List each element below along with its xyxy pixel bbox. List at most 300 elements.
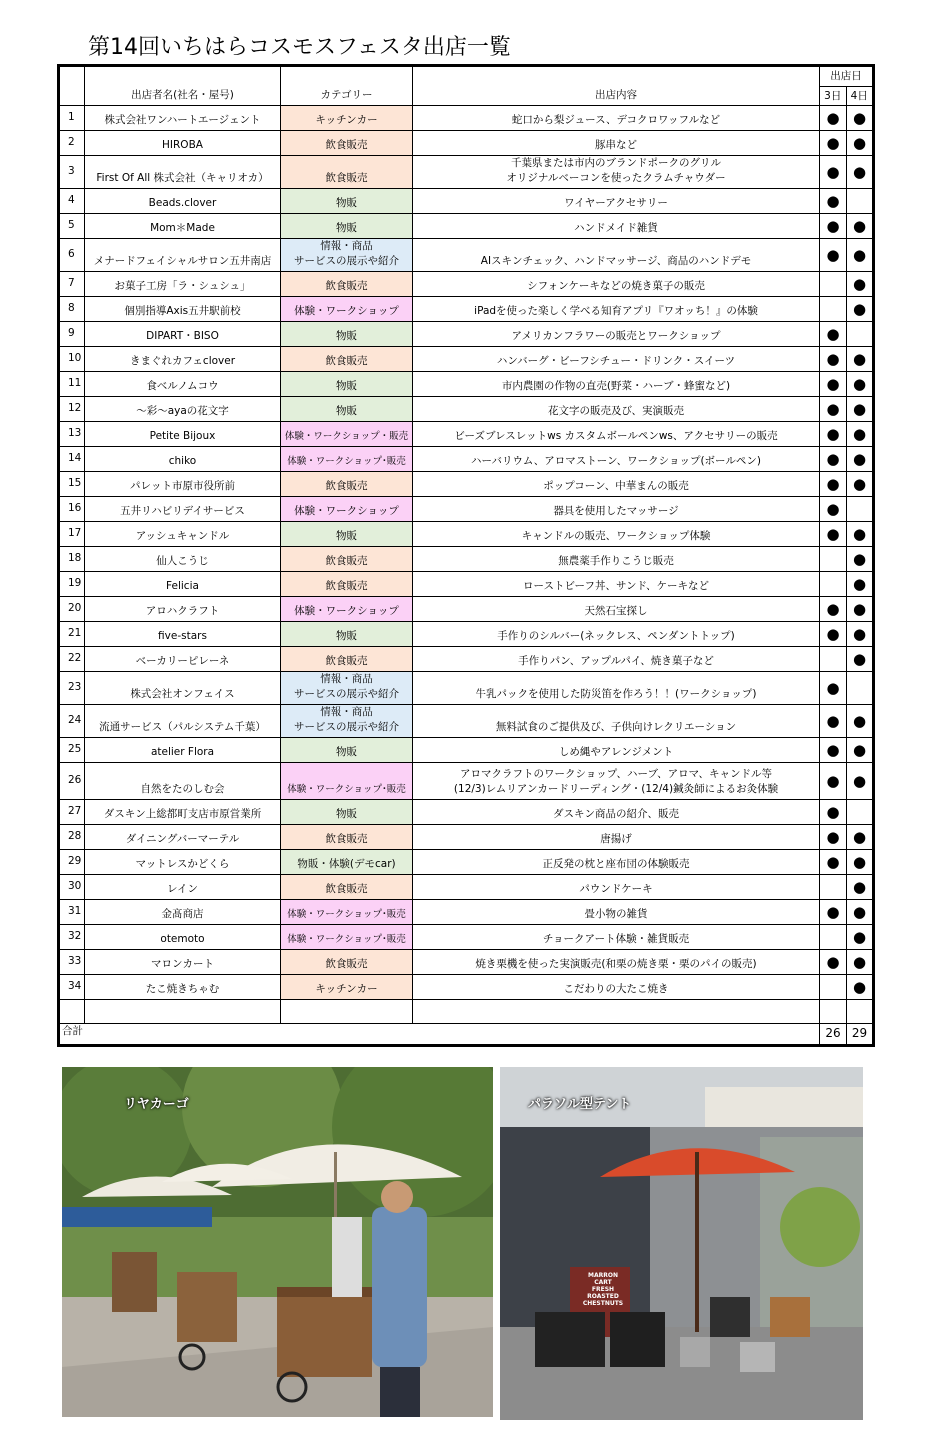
photo-cargo-label: リヤカーゴ [124, 1097, 189, 1112]
content-cell [413, 975, 820, 1000]
table-row [59, 472, 874, 497]
content-line: 器具を使用したマッサージ [553, 505, 679, 517]
cart-sign-line-1: MARRON [588, 1272, 618, 1279]
content-line: 唐揚げ [600, 833, 632, 845]
day3-mark: ● [820, 397, 847, 422]
vendor-name: HIROBA [85, 131, 281, 156]
content-line: シフォンケーキなどの焼き菓子の販売 [527, 280, 705, 292]
row-number: 9 [59, 322, 85, 347]
content-line: パウンドケーキ [579, 883, 653, 895]
day3-mark: ● [820, 214, 847, 239]
vendor-name: otemoto [85, 925, 281, 950]
table-row [59, 239, 874, 272]
day3-mark [820, 547, 847, 572]
header-days-label: 出店日 [820, 67, 872, 87]
day3-mark: ● [820, 497, 847, 522]
row-number: 1 [59, 106, 85, 131]
header-no [59, 66, 85, 106]
row-number: 12 [59, 397, 85, 422]
category-cell: 飲食販売 [281, 572, 413, 597]
day4-mark: ● [847, 572, 874, 597]
photo-parasol-label: パラソル型テント [528, 1097, 632, 1112]
category-cell: 飲食販売 [281, 131, 413, 156]
empty-cell [847, 1000, 874, 1024]
day4-mark: ● [847, 397, 874, 422]
category-cell: 飲食販売 [281, 647, 413, 672]
table-row [59, 347, 874, 372]
day3-mark [820, 975, 847, 1000]
content-cell [413, 472, 820, 497]
category-cell: 飲食販売 [281, 156, 413, 189]
content-cell [413, 547, 820, 572]
day3-mark: ● [820, 900, 847, 925]
day4-mark: ● [847, 647, 874, 672]
day3-mark: ● [820, 447, 847, 472]
content-cell [413, 347, 820, 372]
row-number: 22 [59, 647, 85, 672]
header-row [59, 66, 874, 106]
vendor-name: ～彩～ayaの花文字 [85, 397, 281, 422]
table-row [59, 189, 874, 214]
total-row [59, 1024, 874, 1046]
content-line: (12/3)レムリアンカードリーディング・(12/4)鍼灸師によるお灸体験 [453, 783, 779, 795]
day4-mark: ● [847, 372, 874, 397]
table-row [59, 647, 874, 672]
category-line: サービスの展示や紹介 [294, 721, 399, 733]
content-line: 無料試食のご提供及び、子供向けレクリエーション [495, 721, 737, 733]
vendor-name: 金髙商店 [85, 900, 281, 925]
empty-row [59, 1000, 874, 1024]
category-cell: 飲食販売 [281, 547, 413, 572]
content-cell [413, 131, 820, 156]
content-cell [413, 572, 820, 597]
category-cell: 体験・ワークショップ･販売 [281, 447, 413, 472]
content-line: 牛乳パックを使用した防災笛を作ろう！！(ワークショップ) [475, 688, 757, 700]
content-line: ダスキン商品の紹介、販売 [553, 808, 679, 820]
vendor-name: First Of All 株式会社（キャリオカ） [85, 156, 281, 189]
vendor-name: atelier Flora [85, 738, 281, 763]
vendor-name: 仙人こうじ [85, 547, 281, 572]
vendor-name: DIPART・BISO [85, 322, 281, 347]
day3-mark: ● [820, 950, 847, 975]
day3-mark: ● [820, 322, 847, 347]
category-cell: 物販・体験(デモcar) [281, 850, 413, 875]
cart-sign [574, 1272, 632, 1307]
cart-sign-line-2: CART [594, 1279, 612, 1286]
photo-cargo-carts [62, 1067, 493, 1417]
day4-mark: ● [847, 447, 874, 472]
category-cell: キッチンカー [281, 975, 413, 1000]
content-cell [413, 422, 820, 447]
empty-cell [59, 1000, 85, 1024]
day3-mark: ● [820, 472, 847, 497]
header-day4: 4日 [850, 90, 868, 102]
day3-mark: ● [820, 522, 847, 547]
table-row [59, 825, 874, 850]
day3-mark: ● [820, 622, 847, 647]
table-row [59, 214, 874, 239]
row-number: 15 [59, 472, 85, 497]
table-row [59, 572, 874, 597]
content-line: 蛇口から梨ジュース、デコクロワッフルなど [511, 114, 721, 126]
row-number: 32 [59, 925, 85, 950]
content-cell [413, 297, 820, 322]
content-cell [413, 372, 820, 397]
day4-mark: ● [847, 131, 874, 156]
day4-mark: ● [847, 975, 874, 1000]
content-cell [413, 672, 820, 705]
day4-mark: ● [847, 239, 874, 272]
table-row [59, 106, 874, 131]
content-cell [413, 825, 820, 850]
day3-mark: ● [820, 850, 847, 875]
vendor-name: ベーカリーピレーネ [85, 647, 281, 672]
content-cell [413, 189, 820, 214]
cart-sign-line-4: ROASTED [587, 1293, 619, 1300]
category-cell: 体験・ワークショップ･販売 [281, 925, 413, 950]
category-cell: 物販 [281, 189, 413, 214]
category-cell [281, 672, 413, 705]
category-cell: 飲食販売 [281, 950, 413, 975]
photo-parasol-tent [500, 1067, 863, 1420]
content-cell [413, 156, 820, 189]
content-line: 無農薬手作りこうじ販売 [558, 555, 674, 567]
row-number: 19 [59, 572, 85, 597]
vendor-name: アッシュキャンドル [85, 522, 281, 547]
day4-mark [847, 497, 874, 522]
row-number: 16 [59, 497, 85, 522]
day4-mark [847, 189, 874, 214]
content-line: アメリカンフラワーの販売とワークショップ [511, 330, 721, 342]
content-cell [413, 705, 820, 738]
row-number: 7 [59, 272, 85, 297]
empty-cell [413, 1000, 820, 1024]
table-row [59, 738, 874, 763]
table-row [59, 156, 874, 189]
day3-mark: ● [820, 106, 847, 131]
category-cell: 物販 [281, 738, 413, 763]
day4-mark: ● [847, 156, 874, 189]
vendor-name: ダイニングバーマーテル [85, 825, 281, 850]
row-number: 33 [59, 950, 85, 975]
content-line: 焼き栗機を使った実演販売(和栗の焼き栗・栗のパイの販売) [475, 958, 757, 970]
row-number: 4 [59, 189, 85, 214]
category-cell: 飲食販売 [281, 875, 413, 900]
row-number: 17 [59, 522, 85, 547]
table-row [59, 422, 874, 447]
content-cell [413, 622, 820, 647]
photo-parasol-tent-image [500, 1067, 863, 1420]
row-number: 28 [59, 825, 85, 850]
content-line: キャンドルの販売、ワークショップ体験 [521, 530, 711, 542]
table-row [59, 705, 874, 738]
row-number: 21 [59, 622, 85, 647]
vendor-name: Petite Bijoux [85, 422, 281, 447]
day4-mark: ● [847, 622, 874, 647]
vendor-name: パレット市原市役所前 [85, 472, 281, 497]
category-cell: 体験・ワークショップ･販売 [281, 763, 413, 800]
category-line: 情報・商品 [320, 240, 373, 252]
content-line: AIスキンチェック、ハンドマッサージ、商品のハンドデモ [480, 255, 752, 267]
vendor-name: きまぐれカフェclover [85, 347, 281, 372]
vendor-name: 食ベルノムコウ [85, 372, 281, 397]
content-cell [413, 397, 820, 422]
day3-mark: ● [820, 705, 847, 738]
day3-mark [820, 647, 847, 672]
content-line: チョークアート体験・雑貨販売 [542, 933, 690, 945]
category-line: サービスの展示や紹介 [294, 255, 399, 267]
vendor-name: たこ焼きちゃむ [85, 975, 281, 1000]
content-line: アロマクラフトのワークショップ、ハーブ、アロマ、キャンドル等 [460, 768, 772, 780]
header-name: 出店者名(社名・屋号) [85, 66, 281, 106]
content-cell [413, 738, 820, 763]
empty-cell [85, 1000, 281, 1024]
content-line: ハンバーグ・ビーフシチュー・ドリンク・スイーツ [496, 355, 736, 367]
row-number: 29 [59, 850, 85, 875]
table-row [59, 622, 874, 647]
vendor-name: 流通サービス（パルシステム千葉） [85, 705, 281, 738]
category-cell: 飲食販売 [281, 347, 413, 372]
table-row [59, 297, 874, 322]
total-day3: 26 [820, 1024, 847, 1046]
table-row [59, 975, 874, 1000]
table-row [59, 272, 874, 297]
content-line: 豚串など [595, 139, 637, 151]
row-number: 31 [59, 900, 85, 925]
table-row [59, 497, 874, 522]
category-cell: 物販 [281, 214, 413, 239]
content-cell [413, 800, 820, 825]
content-line: 畳小物の雑貨 [584, 908, 648, 920]
day4-mark: ● [847, 522, 874, 547]
day3-mark [820, 572, 847, 597]
day3-mark: ● [820, 597, 847, 622]
content-line: しめ縄やアレンジメント [558, 746, 674, 758]
vendor-name: 自然をたのしむ会 [85, 763, 281, 800]
category-cell: 体験・ワークショップ･販売 [281, 900, 413, 925]
content-cell [413, 950, 820, 975]
table-row [59, 875, 874, 900]
page-title: 第14回いちはらコスモスフェスタ出店一覧 [88, 35, 511, 60]
content-line: ポップコーン、中華まんの販売 [543, 480, 689, 492]
row-number: 2 [59, 131, 85, 156]
vendor-name: メナードフェイシャルサロン五井南店 [85, 239, 281, 272]
content-cell [413, 522, 820, 547]
day4-mark: ● [847, 214, 874, 239]
category-cell: 飲食販売 [281, 825, 413, 850]
table-row [59, 925, 874, 950]
content-line: 天然石宝探し [584, 605, 648, 617]
vendor-name: アロハクラフト [85, 597, 281, 622]
total-day4: 29 [847, 1024, 874, 1046]
day4-mark: ● [847, 925, 874, 950]
day3-mark: ● [820, 372, 847, 397]
row-number: 8 [59, 297, 85, 322]
content-line: 市内農園の作物の直売(野菜・ハーブ・蜂蜜など) [501, 380, 731, 392]
empty-cell [820, 1000, 847, 1024]
content-cell [413, 239, 820, 272]
header-category: カテゴリー [281, 66, 413, 106]
row-number: 24 [59, 705, 85, 738]
content-cell [413, 925, 820, 950]
content-cell [413, 272, 820, 297]
category-cell: 物販 [281, 522, 413, 547]
content-line: ビーズブレスレットws カスタムボールペンws、アクセサリーの販売 [454, 430, 778, 442]
day4-mark [847, 672, 874, 705]
day3-mark: ● [820, 189, 847, 214]
day4-mark: ● [847, 850, 874, 875]
row-number: 10 [59, 347, 85, 372]
day3-mark: ● [820, 672, 847, 705]
day4-mark: ● [847, 597, 874, 622]
table-row [59, 763, 874, 800]
content-line: こだわりの大たこ焼き [563, 983, 669, 995]
content-cell [413, 900, 820, 925]
day3-mark: ● [820, 738, 847, 763]
vendor-name: レイン [85, 875, 281, 900]
row-number: 18 [59, 547, 85, 572]
vendor-name: ダスキン上総都町支店市原営業所 [85, 800, 281, 825]
content-line: 正反発の枕と座布団の体験販売 [542, 858, 690, 870]
day4-mark: ● [847, 825, 874, 850]
category-cell: 飲食販売 [281, 472, 413, 497]
table-row [59, 372, 874, 397]
content-cell [413, 214, 820, 239]
day3-mark: ● [820, 763, 847, 800]
row-number: 20 [59, 597, 85, 622]
category-cell [281, 239, 413, 272]
vendor-name: 株式会社オンフェイス [85, 672, 281, 705]
day3-mark: ● [820, 825, 847, 850]
day3-mark [820, 925, 847, 950]
day3-mark: ● [820, 131, 847, 156]
category-cell: 体験・ワークショップ [281, 597, 413, 622]
category-cell: 体験・ワークショップ [281, 297, 413, 322]
content-line: ワイヤーアクセサリー [564, 197, 668, 209]
content-cell [413, 647, 820, 672]
photo-cargo-carts-image [62, 1067, 493, 1417]
day3-mark: ● [820, 239, 847, 272]
header-day3: 3日 [820, 87, 847, 105]
category-cell: 物販 [281, 800, 413, 825]
table-row [59, 672, 874, 705]
category-cell: 物販 [281, 622, 413, 647]
category-line: 情報・商品 [320, 706, 373, 718]
category-cell: 飲食販売 [281, 272, 413, 297]
content-line: 花文字の販売及び、実演販売 [547, 405, 685, 417]
day4-mark: ● [847, 900, 874, 925]
vendor-name: Felicia [85, 572, 281, 597]
table-row [59, 850, 874, 875]
day3-mark [820, 875, 847, 900]
vendor-table [57, 64, 875, 1047]
header-days [820, 66, 874, 106]
row-number: 34 [59, 975, 85, 1000]
day3-mark: ● [820, 347, 847, 372]
content-cell [413, 850, 820, 875]
day4-mark: ● [847, 875, 874, 900]
row-number: 5 [59, 214, 85, 239]
day4-mark: ● [847, 738, 874, 763]
day3-mark [820, 272, 847, 297]
vendor-name: Mom＊Made [85, 214, 281, 239]
row-number: 14 [59, 447, 85, 472]
content-cell [413, 497, 820, 522]
content-line: ハーバリウム、アロマストーン、ワークショップ(ボールペン) [471, 455, 761, 467]
vendor-name: マロンカート [85, 950, 281, 975]
table-row [59, 322, 874, 347]
content-line: 手作りパン、アップルパイ、焼き菓子など [518, 655, 714, 667]
table-row [59, 447, 874, 472]
day4-mark: ● [847, 347, 874, 372]
table-row [59, 522, 874, 547]
table-row [59, 597, 874, 622]
row-number: 26 [59, 763, 85, 800]
row-number: 11 [59, 372, 85, 397]
content-cell [413, 322, 820, 347]
content-cell [413, 875, 820, 900]
category-cell: 体験・ワークショップ・販売 [281, 422, 413, 447]
category-cell: 物販 [281, 372, 413, 397]
day4-mark: ● [847, 422, 874, 447]
vendor-name: お菓子工房「ラ・シュシュ」 [85, 272, 281, 297]
day4-mark: ● [847, 763, 874, 800]
content-line: 千葉県または市内のブランドポークのグリル [511, 157, 721, 169]
vendor-name: 五井リハビリデイサービス [85, 497, 281, 522]
content-line: ローストビーフ丼、サンド、ケーキなど [522, 580, 710, 592]
row-number: 30 [59, 875, 85, 900]
day3-mark: ● [820, 800, 847, 825]
day4-mark: ● [847, 547, 874, 572]
empty-cell [281, 1000, 413, 1024]
header-content: 出店内容 [413, 66, 820, 106]
day4-mark [847, 800, 874, 825]
row-number: 25 [59, 738, 85, 763]
content-line: 手作りのシルバー(ネックレス、ペンダントトップ) [497, 630, 735, 642]
table-row [59, 397, 874, 422]
content-cell [413, 597, 820, 622]
category-cell [281, 705, 413, 738]
vendor-name: 個別指導Axis五井駅前校 [85, 297, 281, 322]
table-row [59, 131, 874, 156]
content-line: iPadを使った楽しく学べる知育アプリ『ワオッち！』の体験 [474, 305, 758, 317]
vendor-name: five-stars [85, 622, 281, 647]
content-cell [413, 106, 820, 131]
cart-sign-line-5: CHESTNUTS [582, 1300, 624, 1307]
day3-mark: ● [820, 422, 847, 447]
content-line: ハンドメイド雑貨 [574, 222, 658, 234]
category-line: サービスの展示や紹介 [294, 688, 399, 700]
vendor-name: マットレスかどくら [85, 850, 281, 875]
category-cell: 体験・ワークショップ [281, 497, 413, 522]
table-row [59, 900, 874, 925]
table-row [59, 547, 874, 572]
content-cell [413, 763, 820, 800]
category-line: 情報・商品 [320, 673, 373, 685]
day4-mark: ● [847, 472, 874, 497]
cart-sign-line-3: FRESH [591, 1286, 615, 1293]
day4-mark: ● [847, 297, 874, 322]
table-row [59, 950, 874, 975]
day3-mark: ● [820, 156, 847, 189]
vendor-name: chiko [85, 447, 281, 472]
category-cell: 物販 [281, 397, 413, 422]
day4-mark [847, 322, 874, 347]
row-number: 27 [59, 800, 85, 825]
category-cell: キッチンカー [281, 106, 413, 131]
day4-mark: ● [847, 950, 874, 975]
content-line: オリジナルベーコンを使ったクラムチャウダー [506, 172, 726, 184]
